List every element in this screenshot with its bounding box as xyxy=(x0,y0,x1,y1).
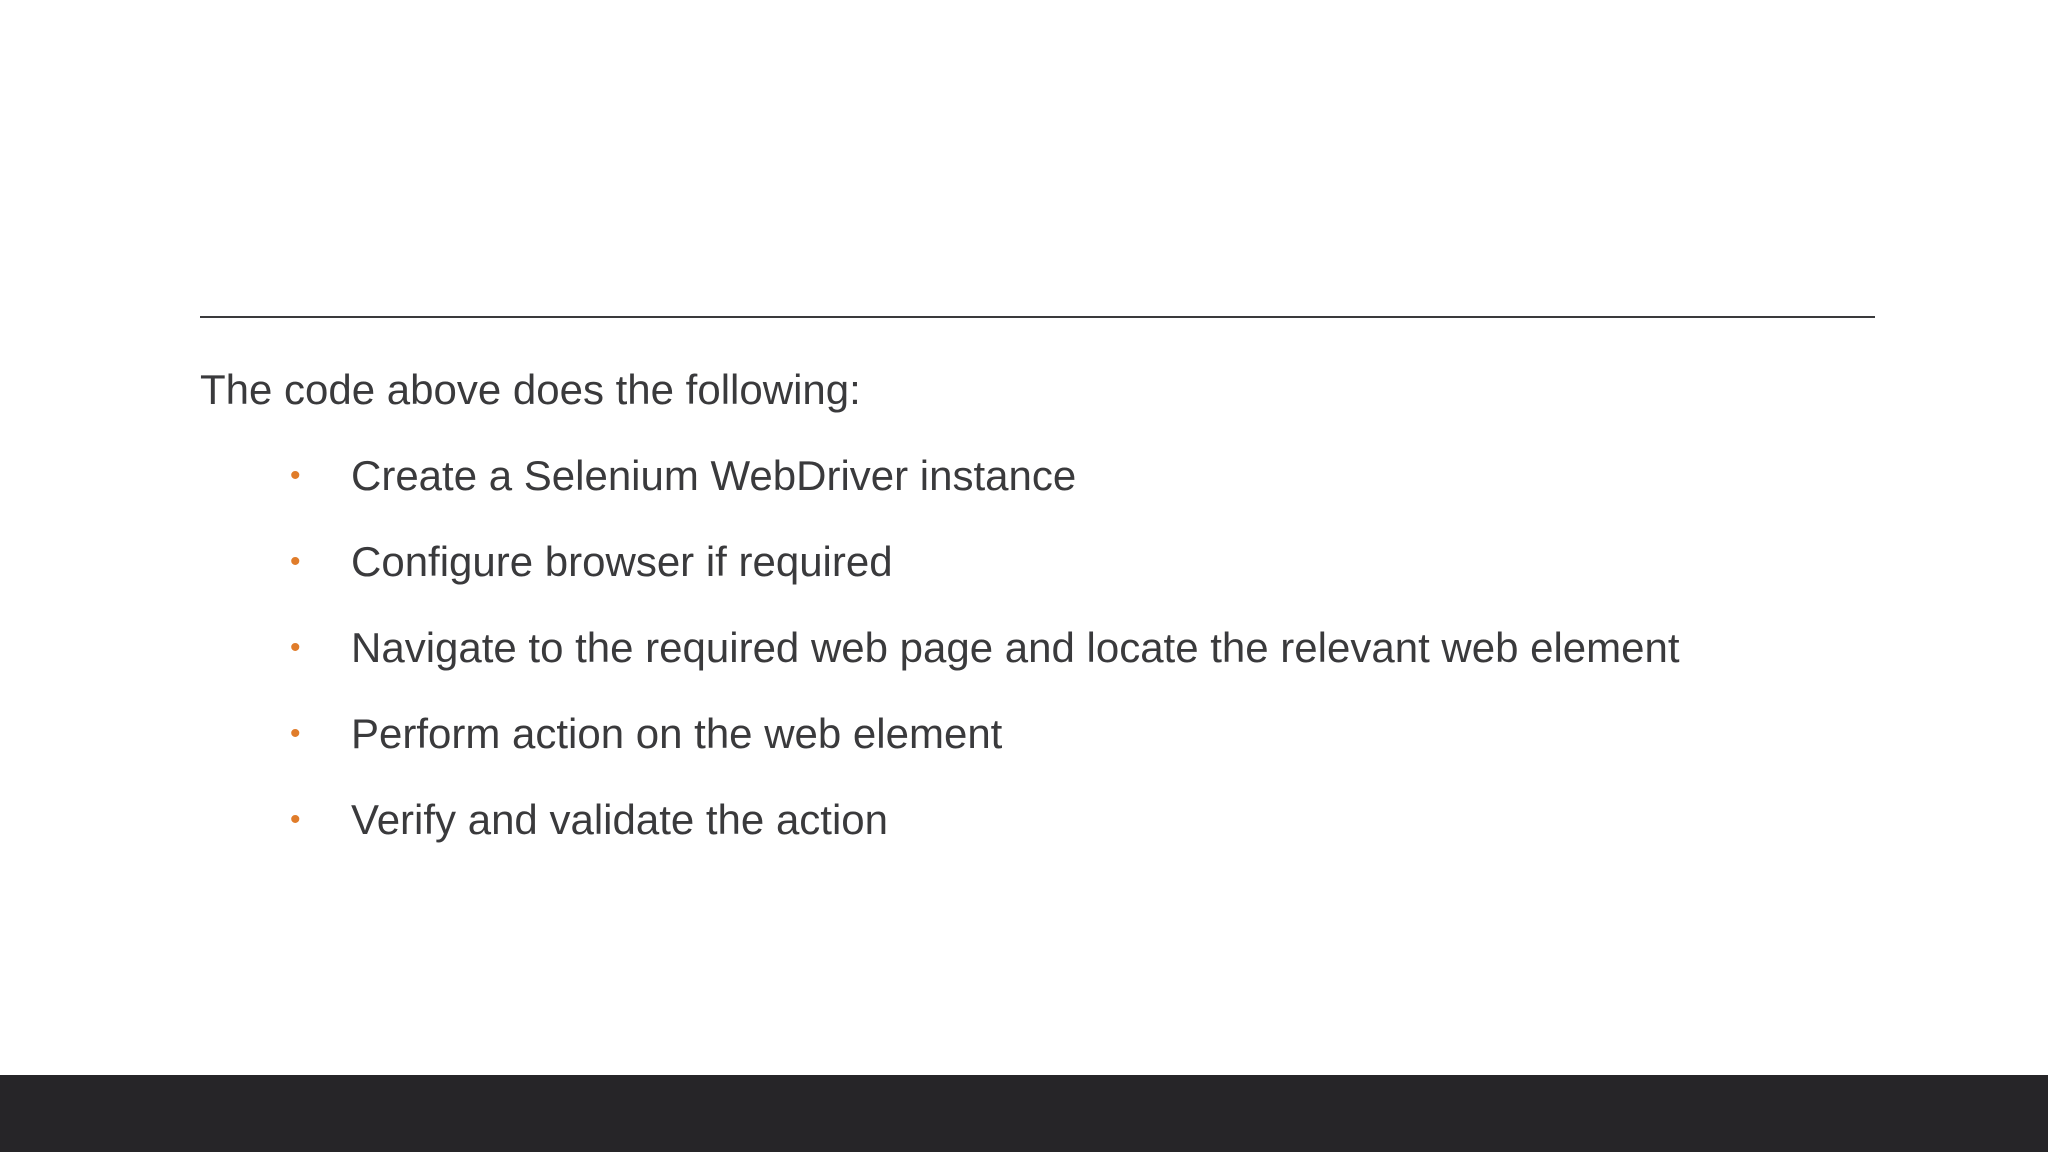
bullet-text: Configure browser if required xyxy=(351,538,893,585)
bullet-item xyxy=(200,446,1875,506)
bullet-text: Create a Selenium WebDriver instance xyxy=(351,452,1077,499)
bullet-text: Perform action on the web element xyxy=(351,710,1003,757)
bullet-text: Verify and validate the action xyxy=(351,796,889,843)
bullet-icon: • xyxy=(290,717,301,750)
bullet-item xyxy=(200,790,1875,850)
bullet-icon: • xyxy=(290,459,301,492)
bullet-item xyxy=(200,532,1875,592)
slide-content xyxy=(200,360,1875,876)
footer-bar xyxy=(0,1075,2048,1152)
bullet-icon: • xyxy=(290,803,301,836)
bullet-icon: • xyxy=(290,631,301,664)
bullet-list xyxy=(200,446,1875,850)
bullet-item xyxy=(200,704,1875,764)
intro-text: The code above does the following: xyxy=(200,366,861,413)
title-divider xyxy=(200,316,1875,318)
bullet-icon: • xyxy=(290,545,301,578)
bullet-text: Navigate to the required web page and locate the relevant web element xyxy=(351,624,1680,671)
bullet-item xyxy=(200,618,1875,678)
